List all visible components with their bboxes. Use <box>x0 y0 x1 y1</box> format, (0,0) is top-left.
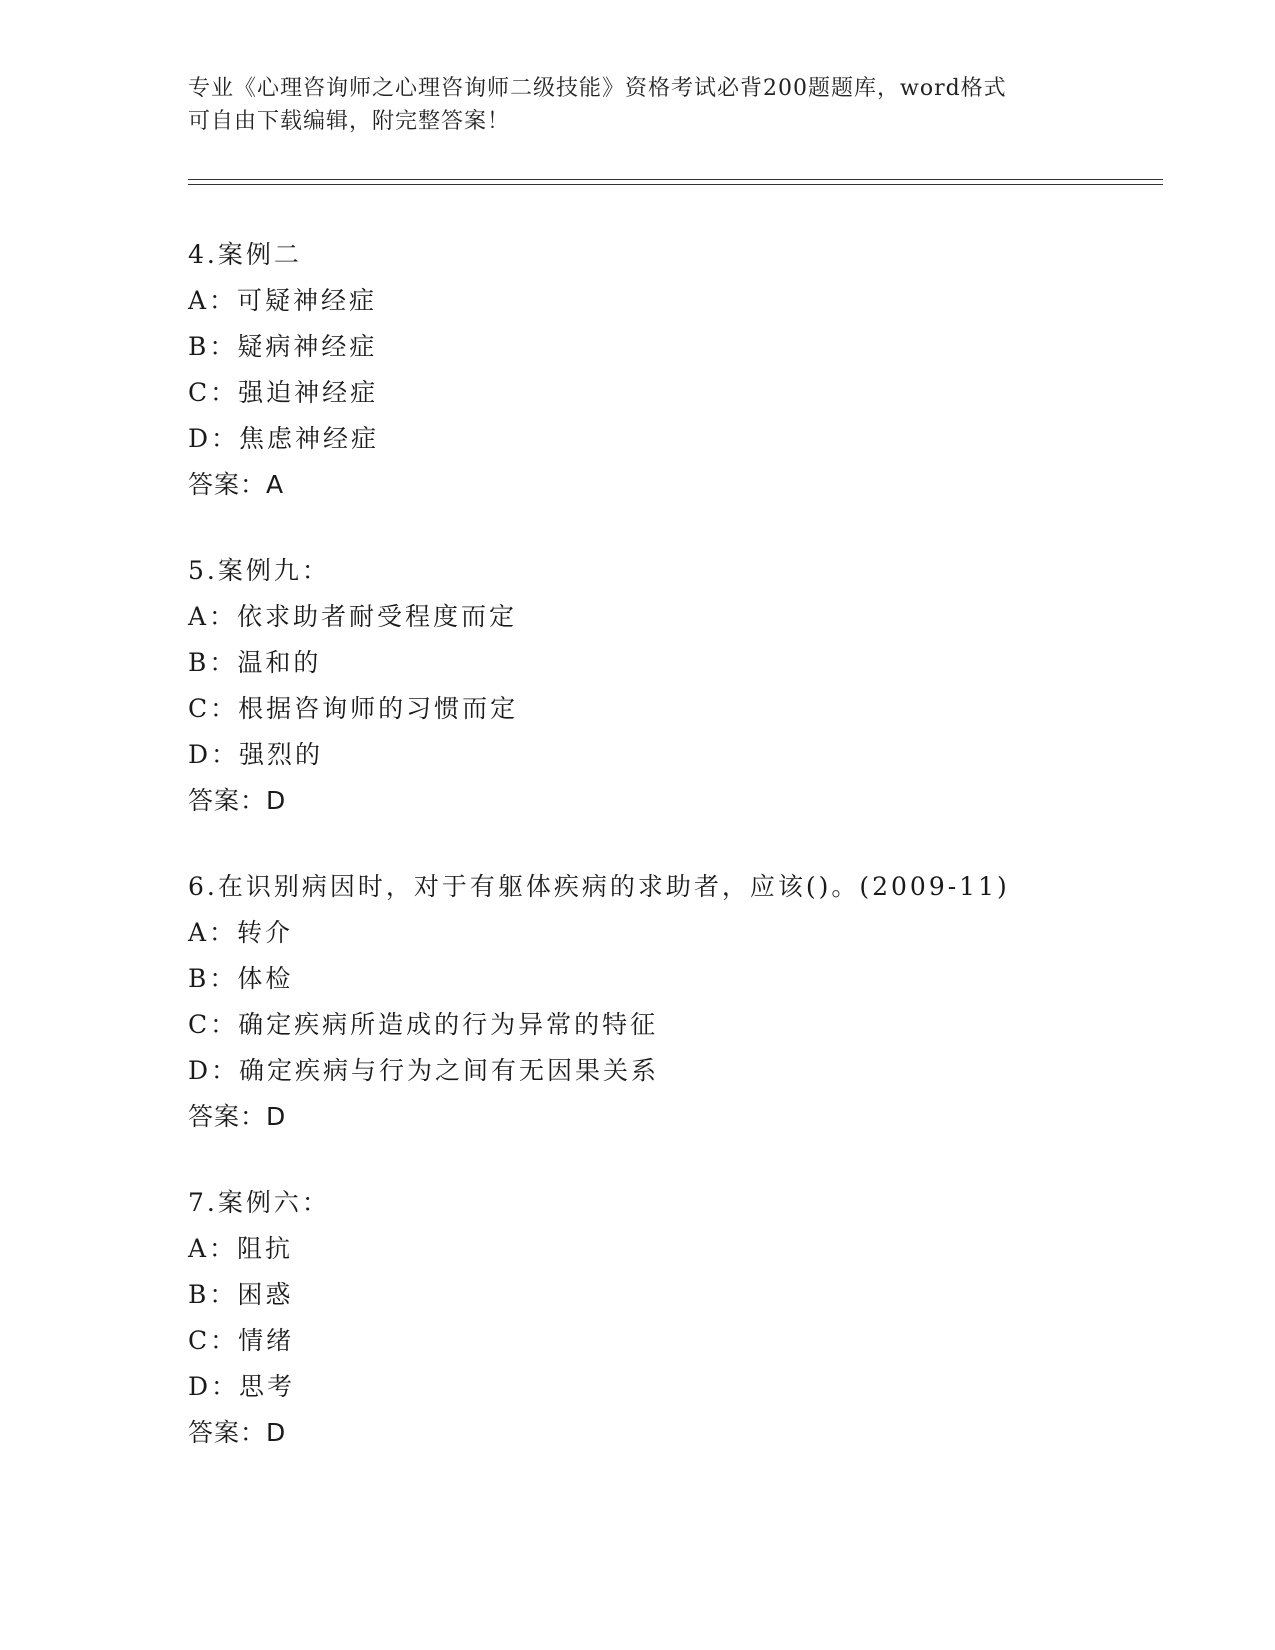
option-c: C：情绪 <box>188 1326 295 1355</box>
option-d: D：强烈的 <box>188 740 324 769</box>
answer-line: 答案：D <box>188 786 287 815</box>
option-a: A：可疑神经症 <box>188 286 378 315</box>
option-a: A：依求助者耐受程度而定 <box>188 602 518 631</box>
question-list <box>188 232 1168 1496</box>
question-5 <box>188 548 1168 824</box>
question-stem: 5.案例九： <box>188 556 330 585</box>
option-b: B：温和的 <box>188 648 322 677</box>
option-d: D：思考 <box>188 1372 296 1401</box>
question-stem: 7.案例六： <box>188 1188 330 1217</box>
answer-line: 答案：D <box>188 1418 287 1447</box>
question-7 <box>188 1180 1168 1456</box>
question-stem: 6.在识别病因时，对于有躯体疾病的求助者，应该()。(2009-11) <box>188 872 1010 901</box>
question-4 <box>188 232 1168 508</box>
header-title-line: 专业《心理咨询师之心理咨询师二级技能》资格考试必背200题题库，word格式 <box>188 76 1007 101</box>
document-header <box>188 72 1088 138</box>
option-b: B：困惑 <box>188 1280 294 1309</box>
option-a: A：转介 <box>188 918 294 947</box>
answer-line: 答案：A <box>188 470 285 499</box>
option-d: D：确定疾病与行为之间有无因果关系 <box>188 1056 660 1085</box>
answer-line: 答案：D <box>188 1102 287 1131</box>
option-b: B：体检 <box>188 964 294 993</box>
question-stem: 4.案例二 <box>188 240 302 269</box>
header-divider-top <box>188 179 1163 180</box>
option-d: D：焦虑神经症 <box>188 424 380 453</box>
option-a: A：阻抗 <box>188 1234 294 1263</box>
question-6 <box>188 864 1168 1140</box>
option-c: C：根据咨询师的习惯而定 <box>188 694 519 723</box>
header-subtitle-line: 可自由下载编辑，附完整答案！ <box>188 109 511 134</box>
option-b: B：疑病神经症 <box>188 332 378 361</box>
option-c: C：强迫神经症 <box>188 378 379 407</box>
header-divider-bottom <box>188 184 1163 185</box>
option-c: C：确定疾病所造成的行为异常的特征 <box>188 1010 659 1039</box>
